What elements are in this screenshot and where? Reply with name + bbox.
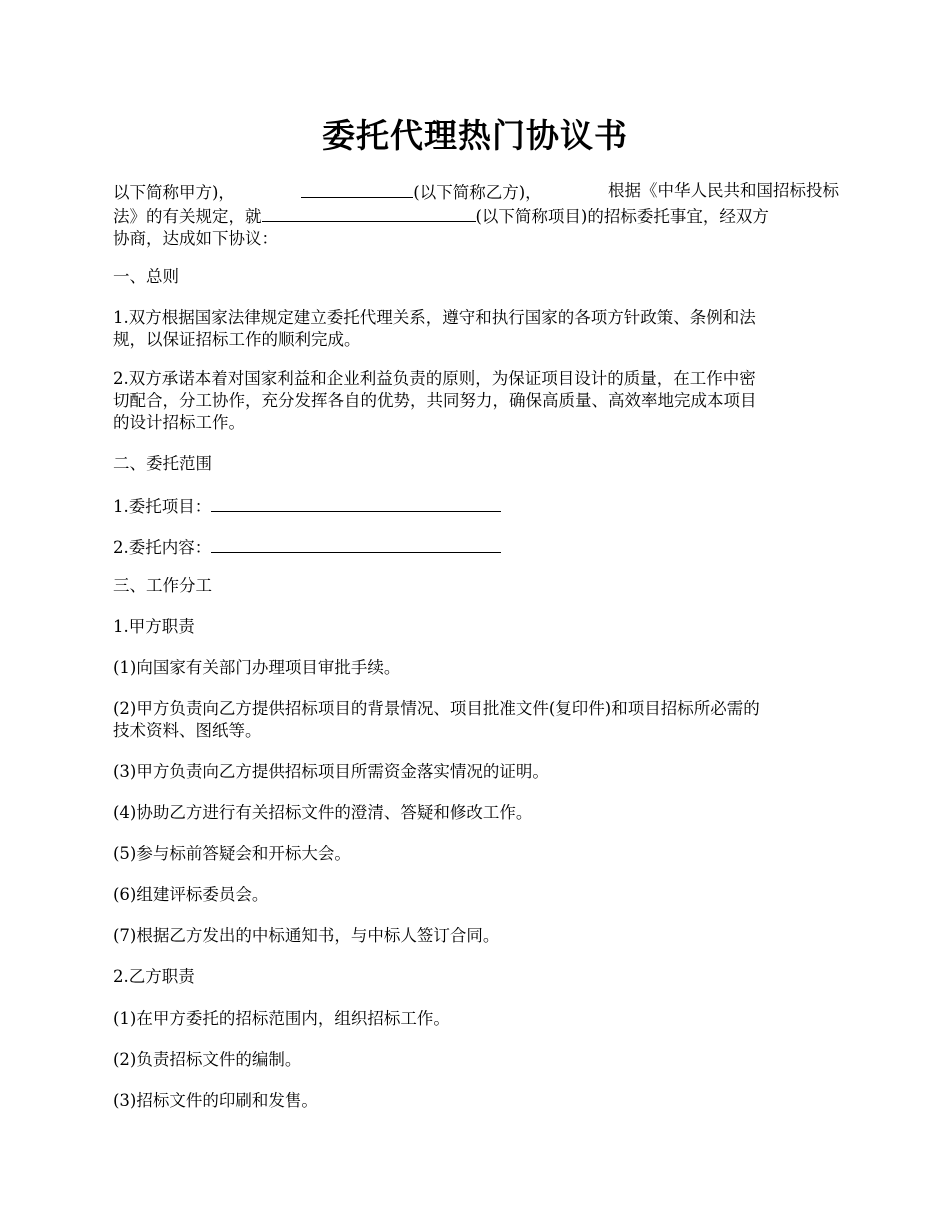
- section-heading-division: 三、工作分工: [113, 576, 212, 595]
- intro-text-2b: (以下简称项目)的招标委托事宜，经双方: [475, 207, 769, 226]
- intro-text-1a: 以下简称甲方)，: [113, 183, 235, 202]
- section-heading-scope: 二、委托范围: [113, 454, 212, 473]
- scope-item-project-blank: [211, 494, 501, 512]
- scope-item-content: [113, 535, 839, 559]
- party-b-duties-heading: 2.乙方职责: [113, 967, 195, 986]
- general-clause-2-line-3: 的设计招标工作。: [113, 413, 245, 432]
- intro-line-2: [113, 204, 839, 228]
- general-clause-1: [113, 307, 839, 351]
- party-a-duty-2: [113, 698, 839, 742]
- scope-item-content-label: 2.委托内容：: [113, 538, 212, 557]
- general-clause-1-line-2: 规，以保证招标工作的顺利完成。: [113, 330, 361, 349]
- party-a-duty-2-line-2: 技术资料、图纸等。: [113, 721, 262, 740]
- party-a-duty-5: (5)参与标前答疑会和开标大会。: [113, 844, 351, 863]
- intro-text-1b: (以下简称乙方)，: [301, 180, 541, 204]
- general-clause-2-line-2: 切配合，分工协作，充分发挥各自的优势，共同努力，确保高质量、高效率地完成本项目: [113, 391, 757, 410]
- intro-line-1: [113, 180, 839, 204]
- party-b-duty-2: (2)负责招标文件的编制。: [113, 1050, 302, 1069]
- scope-item-content-blank: [211, 535, 501, 553]
- general-clause-2-line-1: 2.双方承诺本着对国家利益和企业利益负责的原则，为保证项目设计的质量，在工作中密: [113, 369, 756, 388]
- scope-item-project-label: 1.委托项目：: [113, 497, 212, 516]
- project-blank: [262, 204, 476, 222]
- party-a-duty-6: (6)组建评标委员会。: [113, 885, 269, 904]
- party-a-duties-heading: 1.甲方职责: [113, 617, 195, 636]
- party-b-blank: [301, 180, 413, 198]
- party-a-duty-1: (1)向国家有关部门办理项目审批手续。: [113, 658, 401, 677]
- party-a-duty-2-line-1: (2)甲方负责向乙方提供招标项目的背景情况、项目批准文件(复印件)和项目招标所必需的: [113, 699, 760, 718]
- scope-item-project: [113, 494, 839, 518]
- party-a-duty-3: (3)甲方负责向乙方提供招标项目所需资金落实情况的证明。: [113, 762, 549, 781]
- party-a-duty-7: (7)根据乙方发出的中标通知书，与中标人签订合同。: [113, 926, 500, 945]
- intro-text-2a: 法》的有关规定，就: [113, 207, 262, 226]
- section-heading-general: 一、总则: [113, 267, 179, 286]
- general-clause-2: [113, 368, 839, 434]
- intro-line-3: 协商，达成如下协议：: [113, 229, 278, 248]
- party-b-duty-3: (3)招标文件的印刷和发售。: [113, 1091, 318, 1110]
- general-clause-1-line-1: 1.双方根据国家法律规定建立委托代理关系，遵守和执行国家的各项方针政策、条例和法: [113, 308, 756, 327]
- intro-paragraph: [113, 180, 839, 250]
- document-title: 委托代理热门协议书: [322, 116, 628, 155]
- intro-text-1c: 根据《中华人民共和国招标投标: [608, 181, 839, 200]
- party-a-duty-4: (4)协助乙方进行有关招标文件的澄清、答疑和修改工作。: [113, 803, 533, 822]
- party-b-duty-1: (1)在甲方委托的招标范围内，组织招标工作。: [113, 1009, 450, 1028]
